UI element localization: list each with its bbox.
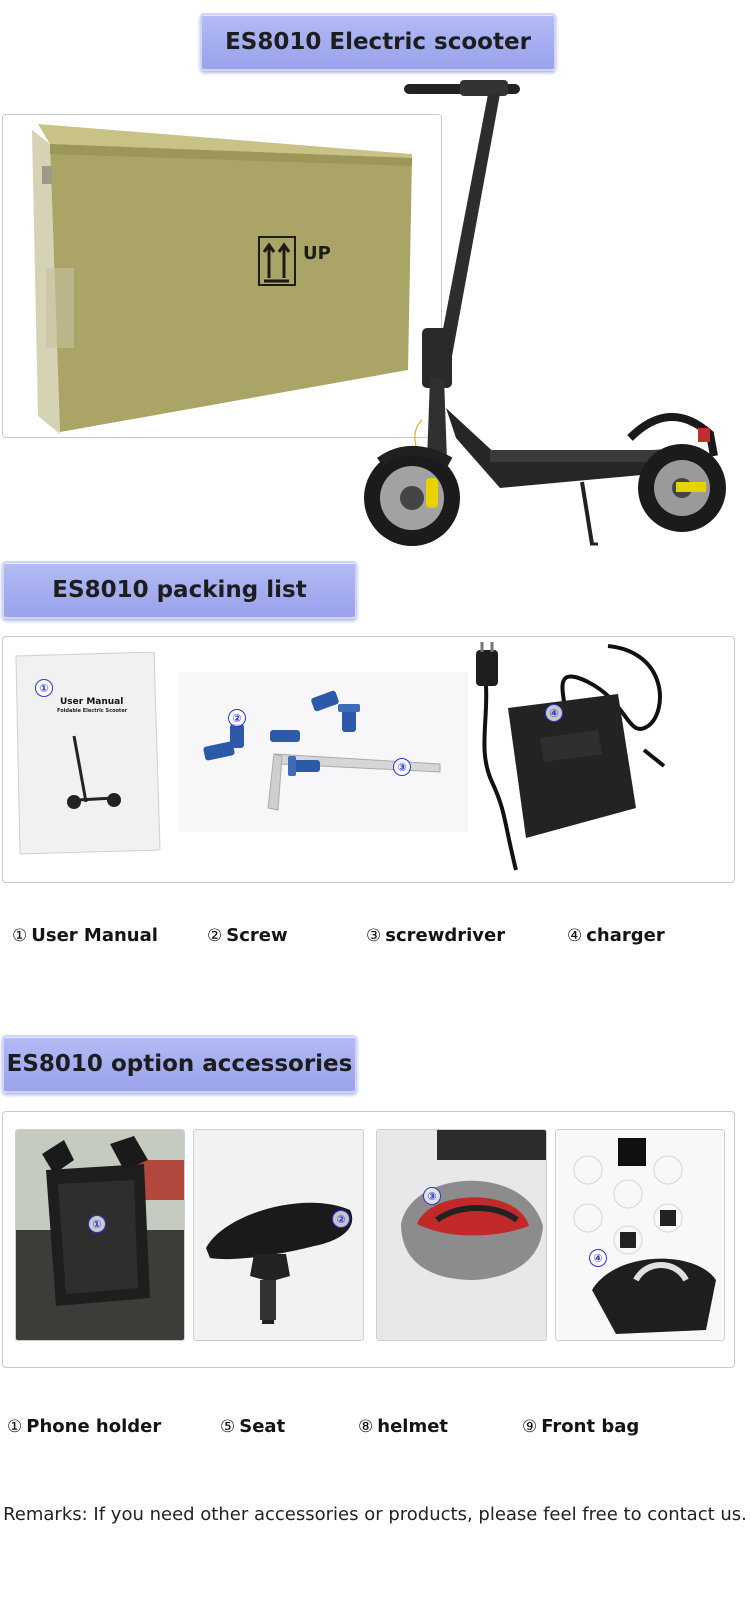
screw-marker: ②: [228, 709, 246, 727]
phone-holder-marker: ①: [88, 1215, 106, 1233]
accessories-heading-text: ES8010 option accessories: [6, 1051, 353, 1077]
accessory-label-phone-holder: ① Phone holder: [7, 1416, 162, 1437]
title-banner-text: ES8010 Electric scooter: [225, 29, 531, 55]
screwdriver-marker: ③: [393, 758, 411, 776]
accessory-label-helmet: ⑧ helmet: [358, 1416, 449, 1437]
scooter-image: [360, 78, 740, 558]
manual-marker: ①: [35, 679, 53, 697]
accessory-label-front-bag: ⑨ Front bag: [522, 1416, 640, 1437]
screws-wrench-image: [178, 672, 468, 832]
seat-marker: ②: [332, 1210, 350, 1228]
packing-label-screwdriver: ③ screwdriver: [366, 925, 506, 946]
packing-list-heading-text: ES8010 packing list: [52, 577, 307, 603]
accessories-heading: [2, 1035, 357, 1093]
title-banner: [200, 13, 556, 71]
packing-label-charger: ④ charger: [567, 925, 665, 946]
carton-up-text: UP: [303, 243, 331, 264]
packing-label-screw: ② Screw: [207, 925, 288, 946]
seat-image: [193, 1129, 364, 1341]
packing-list-heading: [2, 561, 357, 619]
front-bag-marker: ④: [589, 1249, 607, 1267]
accessory-label-seat: ⑤ Seat: [220, 1416, 286, 1437]
manual-title: User Manual: [60, 697, 124, 707]
phone-holder-image: [15, 1129, 185, 1341]
charger-marker: ④: [545, 704, 563, 722]
packing-label-manual: ① User Manual: [12, 925, 158, 946]
charger-image: [468, 642, 678, 878]
front-bag-image: [555, 1129, 725, 1341]
helmet-image: [376, 1129, 547, 1341]
remarks-text: Remarks: If you need other accessories or products, please feel free to contact us.: [3, 1504, 747, 1525]
manual-subtitle: Foldable Electric Scooter: [57, 708, 128, 714]
helmet-marker: ③: [423, 1187, 441, 1205]
